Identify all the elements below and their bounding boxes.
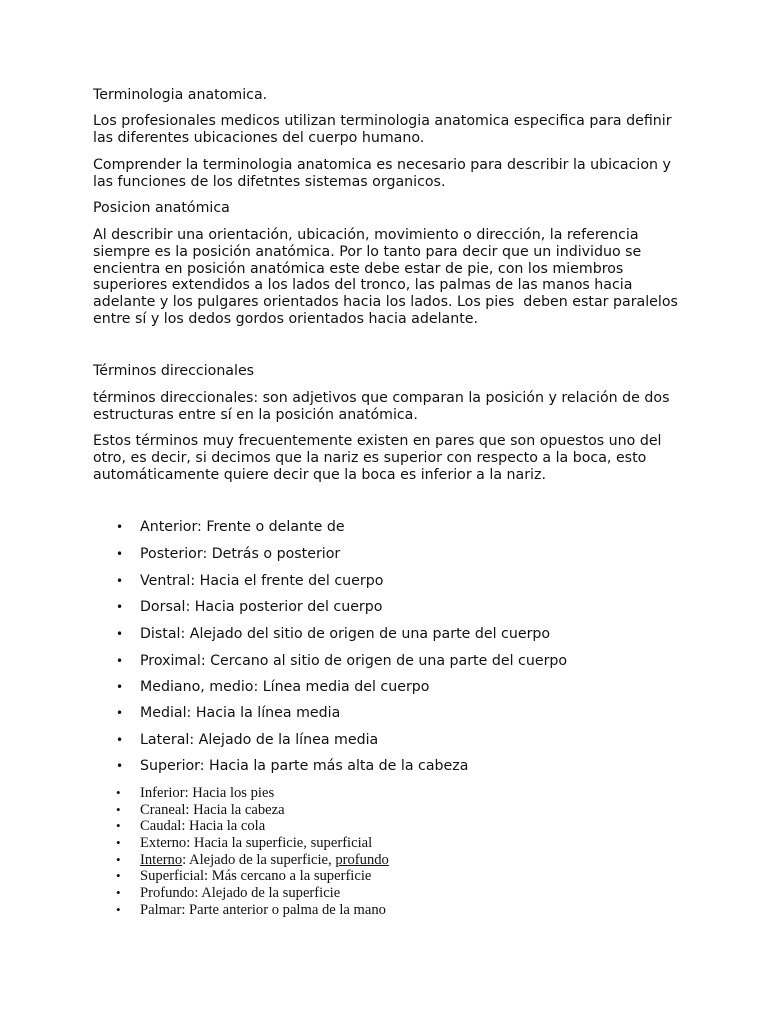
list-item-text: Inferior: Hacia los pies	[140, 785, 275, 801]
bullet-icon: •	[116, 654, 124, 668]
bullet-icon: •	[116, 547, 124, 561]
list-item-text: Palmar: Parte anterior o palma de la mano	[140, 901, 386, 918]
list-item-text: Medial: Hacia la línea media	[140, 705, 341, 721]
document-title: Terminologia anatomica.	[93, 87, 268, 103]
bullet-icon: •	[116, 851, 121, 867]
bullet-icon: •	[116, 706, 124, 720]
list-item-text: Profundo: Alejado de la superficie	[140, 885, 341, 902]
interno-definition: : Alejado de la superficie,	[182, 851, 336, 868]
bullet-icon: •	[116, 627, 124, 641]
paragraph-pares-opuestos: Estos términos muy frecuentemente existen en pares que son opuestos uno del otro, es decir, si decimos que la nariz es superior con respecto a la boca, esto automáticamente quiere decir que la boca es inferior a la nariz.	[93, 433, 667, 483]
list-item-text: Lateral: Alejado de la línea media	[140, 732, 379, 748]
paragraph-posicion-anatomica: Al describir una orientación, ubicación, movimiento o dirección, la referencia siempre es la posición anatómica. Por lo tanto para decir que un individuo se encientra en posición anatómica este debe estar de pie, con los miembros superiores extendidos a los lados del tronco, las palmas de las manos hacia adelante y los pulgares orientados hacia los lados. Los pies deben estar paralelos entre sí y los dedos gordos orientados hacia adelante.	[93, 227, 683, 327]
bullet-icon: •	[116, 901, 121, 917]
list-item-text: Dorsal: Hacia posterior del cuerpo	[140, 599, 383, 615]
list-item-text: Superior: Hacia la parte más alta de la cabeza	[140, 758, 469, 774]
bullet-icon: •	[116, 574, 124, 588]
list-item-text: Craneal: Hacia la cabeza	[140, 801, 285, 818]
list-item-text	[140, 852, 389, 869]
bullet-icon: •	[116, 868, 121, 884]
interno-link[interactable]: Interno	[140, 851, 183, 868]
bullet-icon: •	[116, 818, 121, 834]
bullet-icon: •	[116, 785, 121, 800]
paragraph-comprender: Comprender la terminologia anatomica es necesario para describir la ubicacion y las funciones de los difetntes sistemas organicos.	[93, 157, 676, 190]
list-item-text: Anterior: Frente o delante de	[140, 519, 345, 535]
bullet-icon: •	[116, 680, 124, 694]
heading-terminos-direccionales: Términos direccionales	[93, 363, 255, 379]
list-item-text: Ventral: Hacia el frente del cuerpo	[140, 573, 384, 589]
list-item-text: Caudal: Hacia la cola	[140, 818, 266, 835]
bullet-icon: •	[116, 733, 124, 747]
list-item-text: Mediano, medio: Línea media del cuerpo	[140, 679, 430, 695]
bullet-icon: •	[116, 885, 121, 901]
paragraph-terminos-definicion: términos direccionales: son adjetivos que comparan la posición y relación de dos estructuras entre sí en la posición anatómica.	[93, 390, 674, 423]
bullet-icon: •	[116, 520, 124, 534]
list-item-text: Distal: Alejado del sitio de origen de una parte del cuerpo	[140, 626, 551, 642]
paragraph-profesionales: Los profesionales medicos utilizan terminologia anatomica especifica para definir las diferentes ubicaciones del cuerpo humano.	[93, 113, 677, 146]
bullet-icon: •	[116, 600, 124, 614]
list-item-text: Proximal: Cercano al sitio de origen de una parte del cuerpo	[140, 653, 568, 669]
heading-posicion-anatomica: Posicion anatómica	[93, 200, 230, 216]
bullet-icon: •	[116, 835, 121, 851]
bullet-icon: •	[116, 759, 124, 773]
list-item-text: Externo: Hacia la superficie, superficial	[140, 835, 373, 852]
profundo-link[interactable]: profundo	[335, 851, 389, 868]
bullet-icon: •	[116, 801, 121, 817]
list-item-text: Superficial: Más cercano a la superficie	[140, 868, 372, 885]
list-item-text: Posterior: Detrás o posterior	[140, 546, 341, 562]
